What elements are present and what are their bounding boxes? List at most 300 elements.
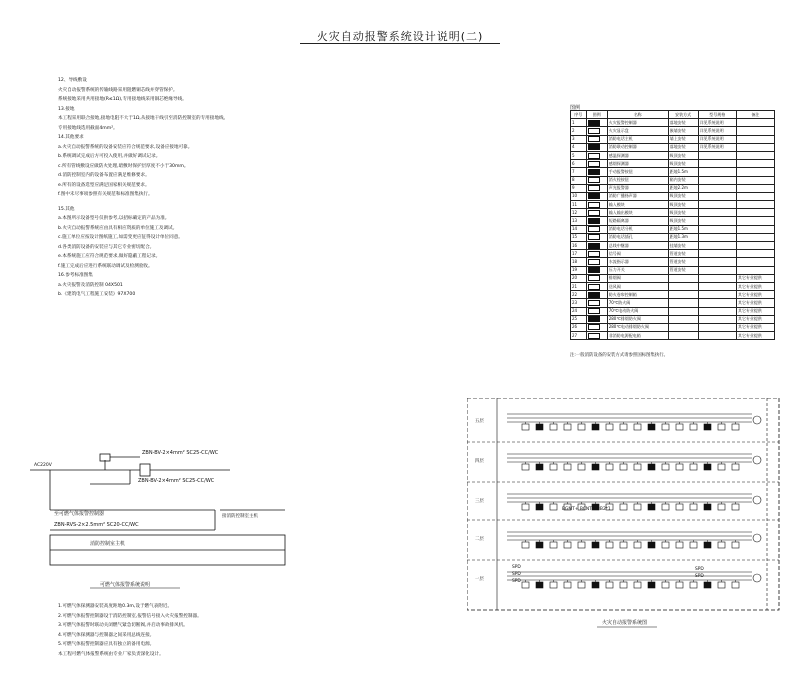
title-underline	[300, 43, 500, 44]
legend-symbol	[586, 282, 607, 290]
device-symbol	[704, 542, 711, 548]
device-symbol	[634, 464, 641, 470]
legend-remark	[736, 151, 774, 159]
legend-name: 输入输出模块	[607, 209, 668, 217]
legend-symbol	[586, 258, 607, 266]
device-symbol	[634, 582, 641, 588]
legend-remark	[736, 258, 774, 266]
device-symbol	[718, 542, 725, 548]
device-symbol	[718, 582, 725, 588]
legend-header: 图例	[586, 111, 607, 119]
legend-symbol	[586, 323, 607, 331]
legend-remark: 其它专业提供	[736, 332, 774, 340]
device-symbol	[732, 464, 739, 470]
legend-row	[571, 209, 775, 217]
legend-symbol	[586, 274, 607, 282]
system-caption: 火灾自动报警系统图	[602, 620, 648, 626]
legend-model	[698, 266, 736, 274]
note-line: c.所有管线敷设应做防火处理,暗敷时保护层厚度不小于30mm。	[58, 163, 189, 169]
legend-install: 吸顶安装	[668, 209, 698, 217]
legend-number: 19	[571, 266, 587, 274]
device-symbol	[550, 582, 557, 588]
device-symbol	[522, 424, 529, 430]
legend-number: 5	[571, 151, 587, 159]
legend-install: 管道安装	[668, 266, 698, 274]
legend-model	[698, 315, 736, 323]
device-symbol	[732, 582, 739, 588]
device-symbol	[620, 542, 627, 548]
legend-model: 详见系统说明	[698, 127, 736, 135]
legend-number: 21	[571, 282, 587, 290]
legend-header: 序号	[571, 111, 587, 119]
legend-header: 名称	[607, 111, 668, 119]
spd-label: SPD	[695, 567, 704, 572]
legend-remark	[736, 233, 774, 241]
note-line: f.图中未尽事项参照有关规范和标准图集执行。	[58, 192, 153, 197]
legend-install: 吸顶安装	[668, 151, 698, 159]
legend-number: 13	[571, 217, 587, 225]
note-line: 13.接地	[58, 106, 75, 112]
device-symbol	[620, 504, 627, 510]
note-line: 5.可燃气体报警控制器应具有独立的备用电源。	[58, 642, 155, 647]
riser-device	[753, 574, 761, 582]
device-symbol	[662, 542, 669, 548]
floor-label: 四层	[475, 459, 484, 464]
legend-number: 1	[571, 119, 587, 127]
riser-device	[753, 534, 761, 542]
legend-install: 嵌墙安装	[668, 127, 698, 135]
floor-label: 一层	[475, 577, 484, 582]
legend-row	[571, 168, 775, 176]
legend-remark: 其它专业提供	[736, 291, 774, 299]
legend-row	[571, 291, 775, 299]
note-line: a.火灾自动报警系统的设备安装应符合规范要求,设备应接地可靠。	[58, 144, 193, 150]
legend-name: 火灾显示盘	[607, 127, 668, 135]
floor-label: 三层	[475, 499, 484, 504]
device-symbol	[536, 582, 543, 588]
device-symbol	[634, 542, 641, 548]
legend-model	[698, 176, 736, 184]
legend-remark: 其它专业提供	[736, 282, 774, 290]
legend-symbol-icon	[588, 243, 600, 249]
legend-number: 20	[571, 274, 587, 282]
note-line: 1.可燃气体探测器安装高度距地0.3m,设于燃气表附近。	[58, 604, 173, 609]
note-line: 15.其他	[58, 206, 75, 212]
legend-remark	[736, 119, 774, 127]
riser-device	[753, 416, 761, 424]
legend-model	[698, 291, 736, 299]
legend-model	[698, 160, 736, 168]
legend-symbol-icon	[588, 136, 600, 142]
device-symbol	[550, 464, 557, 470]
legend-header: 安装方式	[668, 111, 698, 119]
legend-symbol	[586, 151, 607, 159]
legend-model	[698, 184, 736, 192]
device-symbol	[648, 582, 655, 588]
legend-number: 24	[571, 307, 587, 315]
device-symbol	[704, 424, 711, 430]
legend-name: 消火栓按钮	[607, 176, 668, 184]
legend-name: 消防广播扬声器	[607, 192, 668, 200]
legend-row	[571, 192, 775, 200]
legend-symbol	[586, 160, 607, 168]
gas-detection-wiring-diagram	[30, 440, 300, 600]
note-line: 专用接地线选用截面4mm²。	[58, 125, 118, 131]
legend-row	[571, 233, 775, 241]
legend-number: 2	[571, 127, 587, 135]
legend-number: 6	[571, 160, 587, 168]
legend-symbol	[586, 184, 607, 192]
note-line: 3.可燃气体报警时联动关闭燃气紧急切断阀,并启动事故排风机。	[58, 623, 188, 628]
note-line: 2.可燃气体报警控制器设于消防控制室,报警信号接入火灾报警控制器。	[58, 613, 202, 619]
legend-install	[668, 282, 698, 290]
legend-row	[571, 201, 775, 209]
legend-symbol-icon	[588, 185, 600, 191]
legend-install: 距地1.5m	[668, 168, 698, 176]
legend-number: 27	[571, 332, 587, 340]
legend-model	[698, 233, 736, 241]
legend-model: 详见系统说明	[698, 143, 736, 151]
device-symbol	[578, 542, 585, 548]
legend-model	[698, 250, 736, 258]
legend-title: 图例	[570, 105, 581, 111]
legend-table	[570, 110, 775, 340]
device-symbol	[536, 504, 543, 510]
legend-row	[571, 266, 775, 274]
power-label: AC220V	[34, 463, 52, 468]
legend-symbol	[586, 315, 607, 323]
note-line: 12、导线敷设	[58, 78, 87, 83]
legend-symbol	[586, 217, 607, 225]
legend-model	[698, 151, 736, 159]
legend-number: 10	[571, 192, 587, 200]
legend-remark	[736, 266, 774, 274]
legend-name: 280℃排烟防火阀	[607, 315, 668, 323]
device-symbol	[690, 424, 697, 430]
device-symbol	[536, 424, 543, 430]
device-symbol	[676, 542, 683, 548]
device-symbol	[690, 504, 697, 510]
legend-symbol-icon	[588, 234, 600, 240]
legend-install: 距地2.2m	[668, 184, 698, 192]
device-symbol	[732, 424, 739, 430]
riser-device	[753, 456, 761, 464]
device-symbol	[536, 542, 543, 548]
legend-remark	[736, 250, 774, 258]
legend-remark	[736, 242, 774, 250]
legend-number: 14	[571, 225, 587, 233]
legend-install: 箱内安装	[668, 176, 698, 184]
design-notes	[58, 76, 290, 300]
legend-symbol-icon	[588, 308, 600, 314]
legend-row	[571, 282, 775, 290]
device-symbol	[690, 464, 697, 470]
legend-model	[698, 192, 736, 200]
legend-symbol	[586, 266, 607, 274]
legend-name: 感烟探测器	[607, 160, 668, 168]
legend-symbol-icon	[588, 226, 600, 232]
legend-symbol-icon	[588, 218, 600, 224]
device-symbol	[606, 542, 613, 548]
note-line: 14.其他要求	[58, 135, 84, 140]
bus-label: BGMT+ BCNT+ BB2*1	[562, 507, 611, 512]
legend-name: 总线中继器	[607, 242, 668, 250]
legend-remark: 其它专业提供	[736, 274, 774, 282]
device-symbol	[536, 464, 543, 470]
device-symbol	[620, 582, 627, 588]
legend-number: 15	[571, 233, 587, 241]
gas-notes	[58, 602, 298, 659]
legend-install	[668, 299, 698, 307]
legend-row	[571, 307, 775, 315]
legend-model	[698, 242, 736, 250]
legend-install	[668, 274, 698, 282]
legend-symbol-icon	[588, 169, 600, 175]
legend-remark	[736, 209, 774, 217]
legend-symbol	[586, 242, 607, 250]
device-symbol	[564, 424, 571, 430]
legend-install	[668, 307, 698, 315]
legend-symbol	[586, 201, 607, 209]
legend-row	[571, 217, 775, 225]
note-line: 4.可燃气体探测器与控制器之间采用总线连接。	[58, 632, 155, 638]
device-symbol	[606, 424, 613, 430]
legend-remark	[736, 127, 774, 135]
legend-install: 吸顶安装	[668, 201, 698, 209]
legend-model	[698, 209, 736, 217]
legend-number: 23	[571, 299, 587, 307]
legend-number: 22	[571, 291, 587, 299]
legend-number: 9	[571, 184, 587, 192]
legend-row	[571, 184, 775, 192]
spd-label: SPD	[512, 572, 521, 577]
device-symbol	[606, 582, 613, 588]
device-symbol	[704, 582, 711, 588]
legend-number: 18	[571, 258, 587, 266]
legend-model: 详见系统说明	[698, 119, 736, 127]
legend-row	[571, 323, 775, 331]
device-symbol	[522, 464, 529, 470]
legend-model	[698, 307, 736, 315]
device-symbol	[732, 504, 739, 510]
floor-label: 五层	[475, 419, 484, 424]
legend-symbol	[586, 143, 607, 151]
legend-model: 详见系统说明	[698, 135, 736, 143]
legend-remark	[736, 168, 774, 176]
device-symbol	[662, 464, 669, 470]
legend-row	[571, 250, 775, 258]
device-symbol	[564, 582, 571, 588]
legend-model	[698, 225, 736, 233]
legend-symbol-icon	[588, 324, 600, 330]
note-line: a.本图所示设备型号仅供参考,以招标确定的产品为准。	[58, 216, 170, 221]
legend-install: 距地1.5m	[668, 225, 698, 233]
legend-symbol-icon	[588, 292, 600, 298]
legend-model	[698, 274, 736, 282]
legend-name: 送风阀	[607, 282, 668, 290]
device-symbol	[564, 464, 571, 470]
page-title: 火灾自动报警系统设计说明(二)	[316, 30, 484, 43]
legend-header: 备注	[736, 111, 774, 119]
diagram-caption: 可燃气体报警系统说明	[100, 582, 151, 588]
cable-label: ZBN-BV-2×4mm² SC25-CC/WC	[138, 478, 215, 484]
legend-install: 落地安装	[668, 143, 698, 151]
legend-number: 26	[571, 323, 587, 331]
legend-install	[668, 315, 698, 323]
legend-symbol	[586, 209, 607, 217]
fire-alarm-system-diagram	[467, 398, 782, 648]
floor-label: 二层	[475, 537, 484, 542]
device-symbol	[718, 504, 725, 510]
legend-header: 型号规格	[698, 111, 736, 119]
legend-row	[571, 225, 775, 233]
cable-label: ZBN-BV-2×4mm² SC25-CC/WC	[142, 450, 219, 456]
legend-remark: 其它专业提供	[736, 323, 774, 331]
legend-name: 输入模块	[607, 201, 668, 209]
device-symbol	[662, 582, 669, 588]
legend-install: 吸顶安装	[668, 217, 698, 225]
legend-row	[571, 315, 775, 323]
legend-install: 距地1.3m	[668, 233, 698, 241]
legend-row	[571, 258, 775, 266]
device-symbol	[648, 424, 655, 430]
legend-row	[571, 242, 775, 250]
legend-note: 注:一般消防设备的安装方式请参照国标图集执行。	[570, 353, 669, 358]
legend-symbol-icon	[588, 333, 600, 339]
footer-box-label: 消防控制室主机	[90, 541, 126, 547]
legend-remark	[736, 135, 774, 143]
device-symbol	[550, 504, 557, 510]
legend-symbol-icon	[588, 120, 600, 126]
legend-remark	[736, 225, 774, 233]
device-symbol	[718, 464, 725, 470]
device-symbol	[564, 542, 571, 548]
legend-remark	[736, 143, 774, 151]
legend-remark	[736, 217, 774, 225]
legend-symbol	[586, 127, 607, 135]
legend-install: 管道安装	[668, 250, 698, 258]
legend-row	[571, 143, 775, 151]
legend-model	[698, 282, 736, 290]
legend-symbol-icon	[588, 300, 600, 306]
legend-remark: 其它专业提供	[736, 299, 774, 307]
legend-remark	[736, 192, 774, 200]
device-symbol	[620, 464, 627, 470]
legend-symbol	[586, 119, 607, 127]
device-symbol	[648, 542, 655, 548]
legend-model	[698, 323, 736, 331]
legend-model	[698, 299, 736, 307]
legend-name: 消防联动控制器	[607, 143, 668, 151]
legend-install: 吸顶安装	[668, 192, 698, 200]
note-line: c.施工单位应按设计图纸施工,如需变更应征得设计单位同意。	[58, 235, 183, 240]
legend-name: 70℃电动防火阀	[607, 307, 668, 315]
device-symbol	[578, 424, 585, 430]
legend-install: 管道安装	[668, 258, 698, 266]
legend-name: 压力开关	[607, 266, 668, 274]
legend-symbol-icon	[588, 251, 600, 257]
device-symbol	[522, 504, 529, 510]
legend-symbol-icon	[588, 153, 600, 159]
legend-symbol-icon	[588, 267, 600, 273]
legend-header-row	[571, 111, 775, 119]
device-symbol	[620, 424, 627, 430]
device-symbol	[522, 542, 529, 548]
legend-number: 7	[571, 168, 587, 176]
note-line: e.本系统施工应符合规范要求,做好隐蔽工程记录。	[58, 254, 161, 259]
note-line: d.各类消防设备的安装应与其它专业密切配合。	[58, 244, 155, 250]
legend-symbol-icon	[588, 128, 600, 134]
note-line: 本工程采用联合接地,接地电阻不大于1Ω,从接地干线引至消防控制室的专用接地线。	[58, 116, 229, 121]
legend-number: 3	[571, 135, 587, 143]
legend-number: 17	[571, 250, 587, 258]
legend-name: 信号阀	[607, 250, 668, 258]
riser-device	[753, 496, 761, 504]
device-symbol	[592, 464, 599, 470]
legend-name: 手动报警按钮	[607, 168, 668, 176]
legend-name: 火灾报警控制器	[607, 119, 668, 127]
legend-number: 16	[571, 242, 587, 250]
legend-symbol	[586, 291, 607, 299]
legend-symbol-icon	[588, 210, 600, 216]
spd-label: SPD	[695, 574, 704, 579]
note-line: d.消防控制室内的设备布置应满足维修要求。	[58, 173, 150, 178]
legend-name: 感温探测器	[607, 151, 668, 159]
legend-name: 水流指示器	[607, 258, 668, 266]
legend-model	[698, 332, 736, 340]
device-symbol	[690, 542, 697, 548]
device-symbol	[550, 542, 557, 548]
device-symbol	[704, 464, 711, 470]
legend-symbol	[586, 168, 607, 176]
device-symbol	[732, 542, 739, 548]
legend-row	[571, 151, 775, 159]
device-symbol	[690, 582, 697, 588]
legend-symbol	[586, 135, 607, 143]
legend-name: 消防电话插孔	[607, 233, 668, 241]
device-symbol	[592, 582, 599, 588]
legend-symbol	[586, 250, 607, 258]
spd-label: SPD	[512, 579, 521, 584]
legend-symbol-icon	[588, 177, 600, 183]
legend-name: 70℃防火阀	[607, 299, 668, 307]
device-symbol	[648, 464, 655, 470]
legend-symbol-icon	[588, 284, 600, 290]
legend-install: 吸顶安装	[668, 160, 698, 168]
device-symbol	[634, 504, 641, 510]
note-line: 系统接地采用共用接地(R≤1Ω),专用接地线采用铜芯绝缘导线。	[58, 97, 187, 102]
device-symbol	[718, 424, 725, 430]
legend-remark: 其它专业提供	[736, 315, 774, 323]
device-symbol	[578, 464, 585, 470]
legend-name: 短路隔离器	[607, 217, 668, 225]
device-symbol	[676, 504, 683, 510]
legend-number: 12	[571, 209, 587, 217]
legend-symbol-icon	[588, 259, 600, 265]
legend-name: 消防电话主机	[607, 135, 668, 143]
device-symbol	[550, 424, 557, 430]
legend-model	[698, 168, 736, 176]
legend-name: 非消防电源配电箱	[607, 332, 668, 340]
legend-symbol-icon	[588, 161, 600, 167]
legend-symbol-icon	[588, 193, 600, 199]
device-symbol	[662, 504, 669, 510]
legend-row	[571, 274, 775, 282]
legend-row	[571, 127, 775, 135]
legend-number: 8	[571, 176, 587, 184]
legend-name: 280℃电动排烟防火阀	[607, 323, 668, 331]
spd-label: SPD	[512, 565, 521, 570]
